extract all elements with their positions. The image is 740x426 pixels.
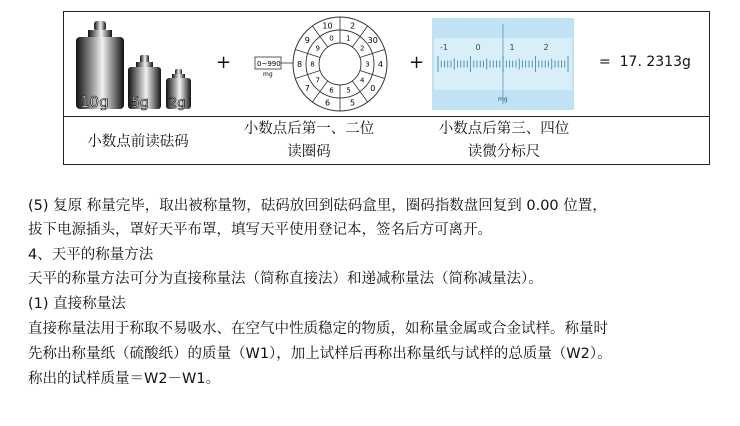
weight-label-5g: 5g	[131, 95, 149, 111]
weight-label-2g: 2g	[169, 96, 186, 111]
dial-outer-number: 30	[367, 36, 378, 46]
figure-captions-row	[64, 116, 709, 166]
dial-inner-number: 9	[315, 44, 320, 53]
dial-inner-number: 6	[329, 86, 334, 95]
figure-table	[63, 11, 710, 165]
paragraph-direct-line2: 先称出称量纸（硫酸纸）的质量（W1），加上试样后再称出称量纸与试样的总质量（W2）。	[28, 346, 612, 362]
paragraph-methods: 天平的称量方法可分为直接称量法（简称直接法）和递减称量法（简称减量法）。	[28, 271, 543, 287]
scale-number: 2	[543, 43, 549, 52]
ring-dial-image	[254, 15, 394, 113]
figure-images-row	[64, 12, 709, 117]
dial-outer-number: 6	[324, 98, 331, 108]
plus-sign-1: +	[216, 52, 232, 73]
dial-outer-number: 4	[377, 60, 384, 69]
caption-weights: 小数点前读砝码	[87, 134, 189, 150]
dial-outer-number: 8	[296, 60, 303, 69]
dial-outer-number: 5	[349, 98, 356, 108]
result-number: 17. 2313g	[619, 54, 691, 70]
dial-outer-number: 10	[322, 21, 333, 31]
dial-readout-unit: mg	[263, 71, 273, 78]
paragraph-direct-line3: 称出的试样质量＝W2－W1。	[28, 371, 221, 387]
paragraph-restore-line1: (5) 复原 称量完毕，取出被称量物，砝码放回到砝码盒里，圈码指数盘回复到 0.00 位置，	[28, 198, 607, 214]
weights-image	[72, 17, 198, 113]
dial-inner-number: 2	[360, 44, 365, 53]
scale-number: 1	[509, 43, 515, 52]
caption-scale-line2: 读微分标尺	[467, 144, 541, 160]
dial-outer-number: 7	[304, 83, 310, 93]
caption-dial	[224, 118, 394, 164]
plus-sign-2: +	[409, 52, 425, 73]
dial-readout: 0~990	[257, 60, 281, 68]
result-value	[599, 54, 691, 70]
paragraph-direct-line1: 直接称量法用于称取不易吸水、在空气中性质稳定的物质，如称量金属或合金试样。称量时	[28, 321, 608, 337]
heading-weighing-methods: 4、天平的称量方法	[28, 247, 154, 263]
scale-number: 0	[475, 43, 481, 52]
dial-outer-number: 0	[370, 83, 376, 93]
scale-unit: mg	[498, 96, 508, 103]
weight-label-10g: 10g	[80, 93, 109, 111]
caption-scale-line1: 小数点后第三、四位	[438, 121, 570, 137]
dial-inner-number: 1	[346, 34, 351, 43]
micro-scale-image	[432, 18, 574, 110]
dial-inner-number: 8	[310, 60, 315, 69]
dial-inner-number: 7	[315, 76, 320, 85]
dial-inner-number: 0	[329, 34, 334, 43]
paragraph-restore-line2: 拔下电源插头，罩好天平布罩，填写天平使用登记本，签名后方可离开。	[28, 222, 492, 238]
dial-outer-number: 2	[349, 21, 356, 31]
equals-sign: =	[599, 54, 611, 70]
dial-inner-number: 4	[360, 76, 365, 85]
dial-outer-number: 9	[304, 36, 310, 46]
scale-number: -1	[440, 43, 448, 52]
caption-dial-line2: 读圈码	[287, 144, 331, 160]
dial-inner-number: 3	[365, 60, 370, 69]
caption-dial-line1: 小数点后第一、二位	[243, 121, 375, 137]
heading-direct-method: (1) 直接称量法	[28, 296, 126, 312]
dial-inner-number: 5	[346, 86, 351, 95]
caption-scale	[419, 118, 589, 164]
